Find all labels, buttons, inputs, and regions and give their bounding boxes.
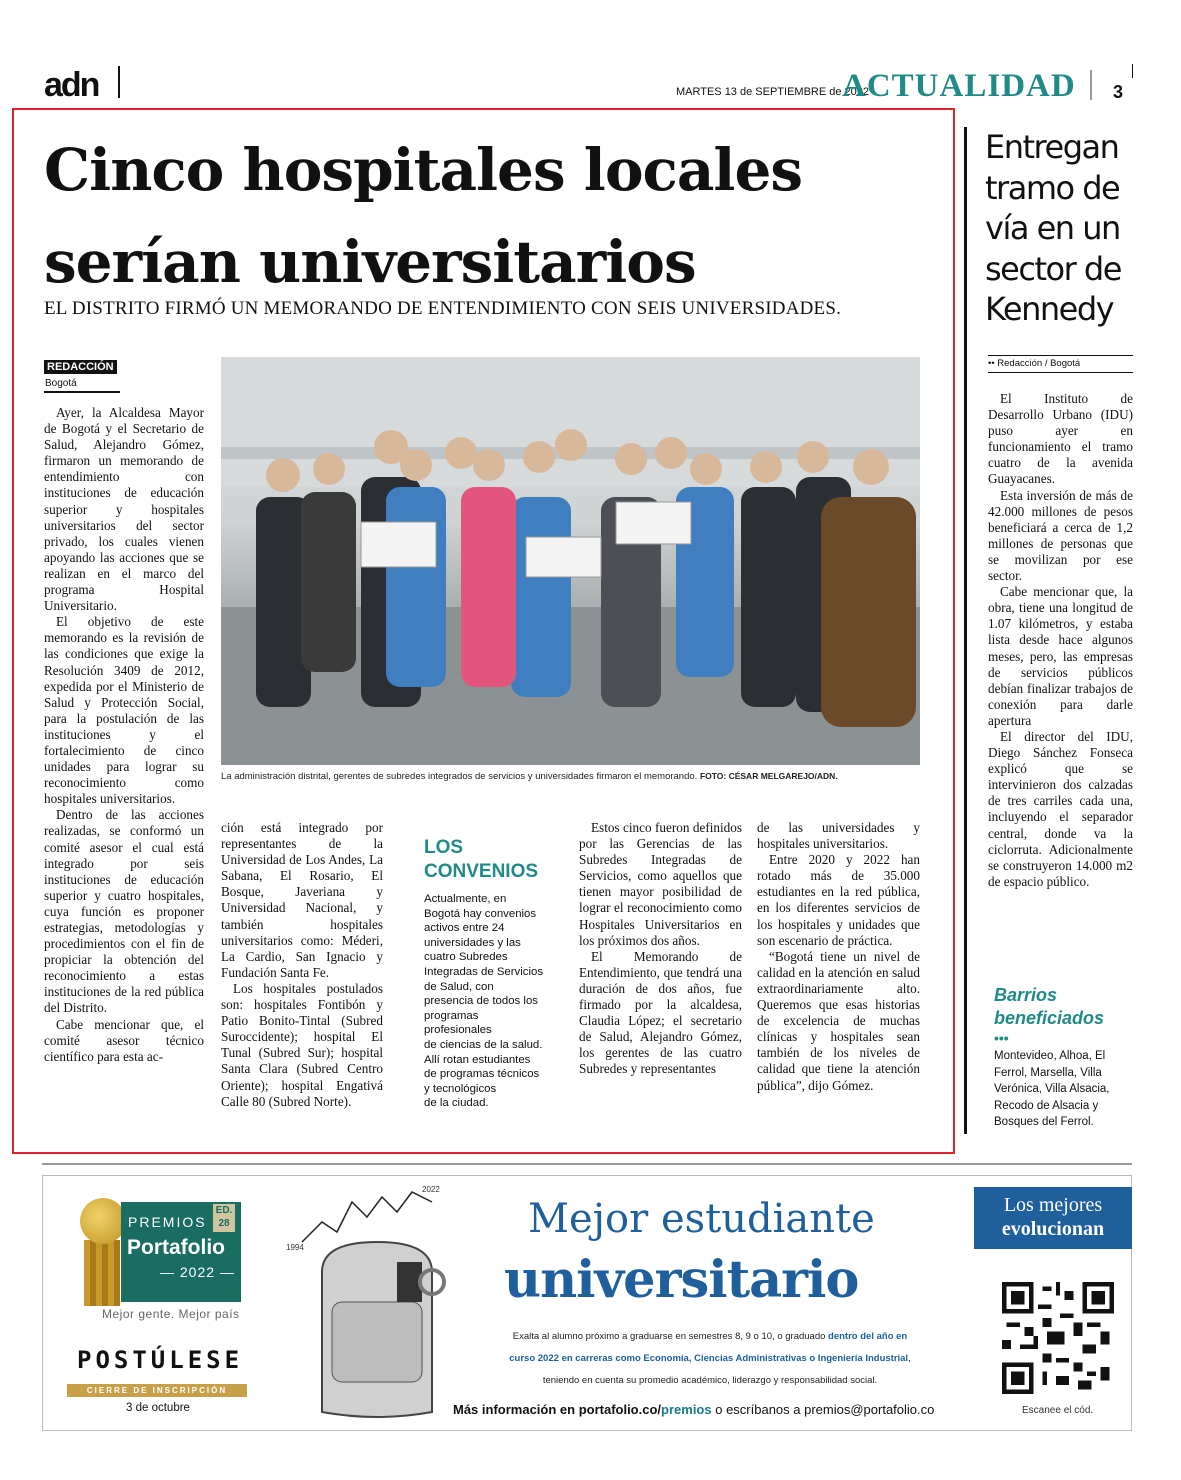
box-line: de ciencias de la salud. (424, 1038, 543, 1051)
box-line: Bogotá hay convenios (424, 907, 537, 920)
logo-divider (118, 66, 120, 98)
byline-city: Bogotá (45, 378, 77, 389)
headline-line-1: Cinco hospitales locales (44, 136, 803, 204)
paragraph: Entre 2020 y 2022 han rotado más de 35.000 estudiantes en la red pública, en los diferentes servicios de los hospitales y unidades que son escenario de práctica. (757, 852, 920, 948)
byline-rule (44, 391, 120, 393)
box-line: y tecnológicos (424, 1082, 497, 1095)
box-line: profesionales (424, 1024, 492, 1037)
ad-desc-part: Exalta al alumno próximo a graduarse en semestres 8, 9 o 10, o graduado (512, 1331, 829, 1342)
ad-desc-highlight: en carreras como Economía, Ciencias Administrativas o Ingeniería Industrial (561, 1353, 909, 1364)
barrios-dots: ••• (994, 1030, 1009, 1046)
headline-line-2: serían universitarios (44, 228, 696, 296)
convenios-box-title (424, 836, 538, 884)
article-column-2 (221, 820, 383, 1110)
box-line: presencia de todos los (424, 995, 538, 1008)
evolucionan-badge (974, 1187, 1132, 1249)
evo-line: evolucionan (1001, 1218, 1105, 1240)
article-column-1 (44, 405, 204, 1065)
header-divider (1090, 70, 1092, 100)
sidebar-byline: •• Redacción / Bogotá (988, 358, 1081, 369)
paragraph: “Bogotá tiene un nivel de calidad en la atención en salud extraordinariamente alto. Queremos que esas historias de excelencia de muchas clínicas y hospitales sean también de los niveles de calidad que tiene la atención pública”, dijo Gómez. (757, 948, 920, 1093)
paragraph: Ayer, la Alcaldesa Mayor de Bogotá y el Secretario de Salud, Alejandro Gómez, firmaron un memorando de entendimiento con instituciones de educación superior y hospitales universitarios del sector privado, los cuales vienen apoyando las acciones que se realizan en el marco del programa Hospital Universitario. (44, 405, 204, 614)
barrios-title-line: beneficiados (994, 1008, 1105, 1028)
ad-title-line-2: universitario (504, 1250, 859, 1310)
paragraph: ción está integrado por representantes de la Universidad de Los Andes, La Sabana, El Rosario, El Bosque, Javeriana y Universidad Nacional, y también hospitales universitarios como: Méderi, La Cardio, San Ignacio y Fundación Santa Fe. (221, 820, 383, 980)
year-start: 1994 (286, 1243, 304, 1252)
ad-description (500, 1326, 920, 1392)
box-line: Allí rotan estudiantes (424, 1053, 531, 1066)
box-line: de Salud, con (424, 980, 494, 993)
box-title-line: LOS (424, 837, 464, 858)
barrios-title-line: Barrios (994, 985, 1058, 1005)
box-line: universidades y las (424, 936, 521, 949)
sidebar-headline-line: Kennedy (985, 290, 1114, 328)
byline-label: REDACCIÓN (44, 360, 117, 374)
sidebar-headline (985, 127, 1121, 330)
award-year: — 2022 — (160, 1264, 235, 1280)
paragraph: Estos cinco fueron definidos por las Gerencias de las Subredes Integradas de Servicios, como aquellos que tienen mayor posibilidad de lograr el reconocimiento como Hospitales Universitarios en los próximos dos años. (579, 820, 742, 948)
box-line: Integradas de Servicios (424, 965, 544, 978)
sidebar-byline-rule-top (988, 355, 1133, 356)
barrios-title (994, 984, 1104, 1030)
sidebar-headline-line: sector de (985, 249, 1121, 288)
sidebar-headline-line: Entregan (985, 128, 1119, 166)
cierre-inscripcion-banner: CIERRE DE INSCRIPCIÓN (67, 1384, 247, 1397)
box-line: activos entre 24 (424, 922, 505, 935)
sidebar-headline-line: tramo de (985, 168, 1120, 207)
box-line: de programas técnicos (424, 1068, 540, 1081)
box-line: programas (424, 1009, 479, 1022)
paragraph: Dentro de las acciones realizadas, se conformó un comité asesor el cual está integrado por seis instituciones de educación superior y cuatro hospitales, cuya función es proponer estrategias, metodologías y procedimientos con el fin de propiciar la obtención del reconocimiento a estas instituciones de la red pública del Distrito. (44, 807, 204, 1016)
paragraph: Cabe mencionar que, el comité asesor técnico científico para esta ac- (44, 1016, 204, 1064)
group-photo-illustration (221, 357, 920, 765)
box-title-line: CONVENIOS (424, 861, 539, 882)
header-tick (1132, 64, 1133, 78)
info-prefix: Más información en portafolio.co/ (453, 1402, 662, 1417)
year-end: 2022 (422, 1185, 440, 1194)
sidebar-headline-line: vía en un (985, 209, 1120, 247)
article-column-5 (757, 820, 920, 1094)
edition-number: 28 (218, 1218, 230, 1229)
adn-logo: adn (44, 66, 99, 104)
ad-desc-part: , teniendo en cuenta su promedio académico, liderazgo y responsabilidad social. (542, 1353, 911, 1386)
premios-label: PREMIOS (128, 1214, 207, 1230)
backpack-illustration (282, 1182, 472, 1422)
qr-code-icon[interactable] (1002, 1282, 1114, 1394)
paragraph: Cabe mencionar que, la obra, tiene una longitud de 1.07 kilómetros, y estaba lista desde hace algunos meses, pero, las empresas de servicios públicos debían finalizar trabajos de conexión para darle apertura (988, 584, 1133, 728)
ribbon-icon (84, 1240, 120, 1306)
paragraph: de las universidades y hospitales universitarios. (757, 820, 920, 852)
sidebar-body (988, 391, 1133, 890)
article-headline (44, 124, 944, 308)
paragraph: Esta inversión de más de 42.000 millones de pesos beneficiará a cerca de 1,2 millones de personas que se movilizan por ese sector. (988, 487, 1133, 584)
postulese-cta: POSTÚLESE (77, 1346, 244, 1374)
cierre-date: 3 de octubre (126, 1402, 190, 1414)
paragraph: El Instituto de Desarrollo Urbano (IDU) puso ayer en funcionamiento el tramo cuatro de la avenida Guayacanes. (988, 391, 1133, 487)
article-photo (221, 357, 920, 765)
page-number: 3 (1113, 82, 1124, 102)
sidebar-divider (964, 127, 967, 1134)
scan-label: Escanee el cód. (1022, 1405, 1094, 1416)
box-line: de la ciudad. (424, 1097, 489, 1110)
medal-icon (80, 1198, 126, 1244)
box-line: cuatro Subredes (424, 951, 508, 964)
photo-credit: FOTO: CÉSAR MELGAREJO/ADN. (699, 771, 838, 781)
info-email: o escríbanos a premios@portafolio.co (711, 1402, 935, 1417)
award-slogan: Mejor gente. Mejor país (102, 1307, 240, 1321)
paragraph: El director del IDU, Diego Sánchez Fonseca explicó que se intervinieron dos calzadas de tres carriles cada una, incluyendo el separador central, donde va la ciclorruta. Adicionalmente se construyeron 14.000 m2 de espacio público. (988, 728, 1133, 889)
issue-date: MARTES 13 de SEPTIEMBRE de 2022 (676, 86, 869, 98)
premios-link[interactable]: premios (661, 1402, 712, 1417)
box-line: Actualmente, en (424, 893, 507, 905)
ad-desc-highlight: dentro del año en curso 2022 (509, 1331, 908, 1364)
caption-text: La administración distrital, gerentes de subredes integrados de servicios y universidades firmaron el memorando. (221, 771, 698, 782)
edition-label: ED. (215, 1205, 233, 1216)
ad-top-rule (42, 1163, 1132, 1165)
photo-caption (221, 771, 921, 782)
ad-contact-info (453, 1402, 934, 1417)
sidebar-byline-rule (988, 372, 1133, 373)
article-column-4 (579, 820, 742, 1078)
evo-line: Los mejores (1003, 1194, 1103, 1216)
section-title: ACTUALIDAD (842, 68, 1076, 104)
ad-title-line-1: Mejor estudiante (528, 1196, 875, 1242)
paragraph: Los hospitales postulados son: hospitales Fontibón y Patio Bonito-Tintal (Subred Suroccidente); hospital El Tunal (Subred Sur); hospital Santa Clara (Subred Centro Oriente); hospital Engativá Calle 80 (Subred Norte). (221, 980, 383, 1109)
paragraph: El Memorando de Entendimiento, que tendrá una duración de dos años, fue firmado por la alcaldesa, Claudia López; el secretario de Salud, Alejandro Gómez, los gerentes de las cuatro Subredes y representantes (579, 948, 742, 1077)
portafolio-brand: Portafolio (127, 1236, 225, 1259)
edition-badge (213, 1204, 235, 1232)
barrios-list: Montevideo, Alhoa, El Ferrol, Marsella, Villa Verónica, Villa Alsacia, Recodo de Alsacia y Bosques del Ferrol. (994, 1050, 1110, 1128)
paragraph: El objetivo de este memorando es la revisión de las condiciones que exige la Resolución 3409 de 2012, expedida por el Ministerio de Salud y Protección Social, para la postulación de las instituciones y el fortalecimiento de cinco unidades para lograr su reconocimiento como hospitales universitarios. (44, 614, 204, 807)
convenios-box-text (424, 892, 552, 1111)
article-deck: EL DISTRITO FIRMÓ UN MEMORANDO DE ENTENDIMIENTO CON SEIS UNIVERSIDADES. (44, 298, 842, 319)
